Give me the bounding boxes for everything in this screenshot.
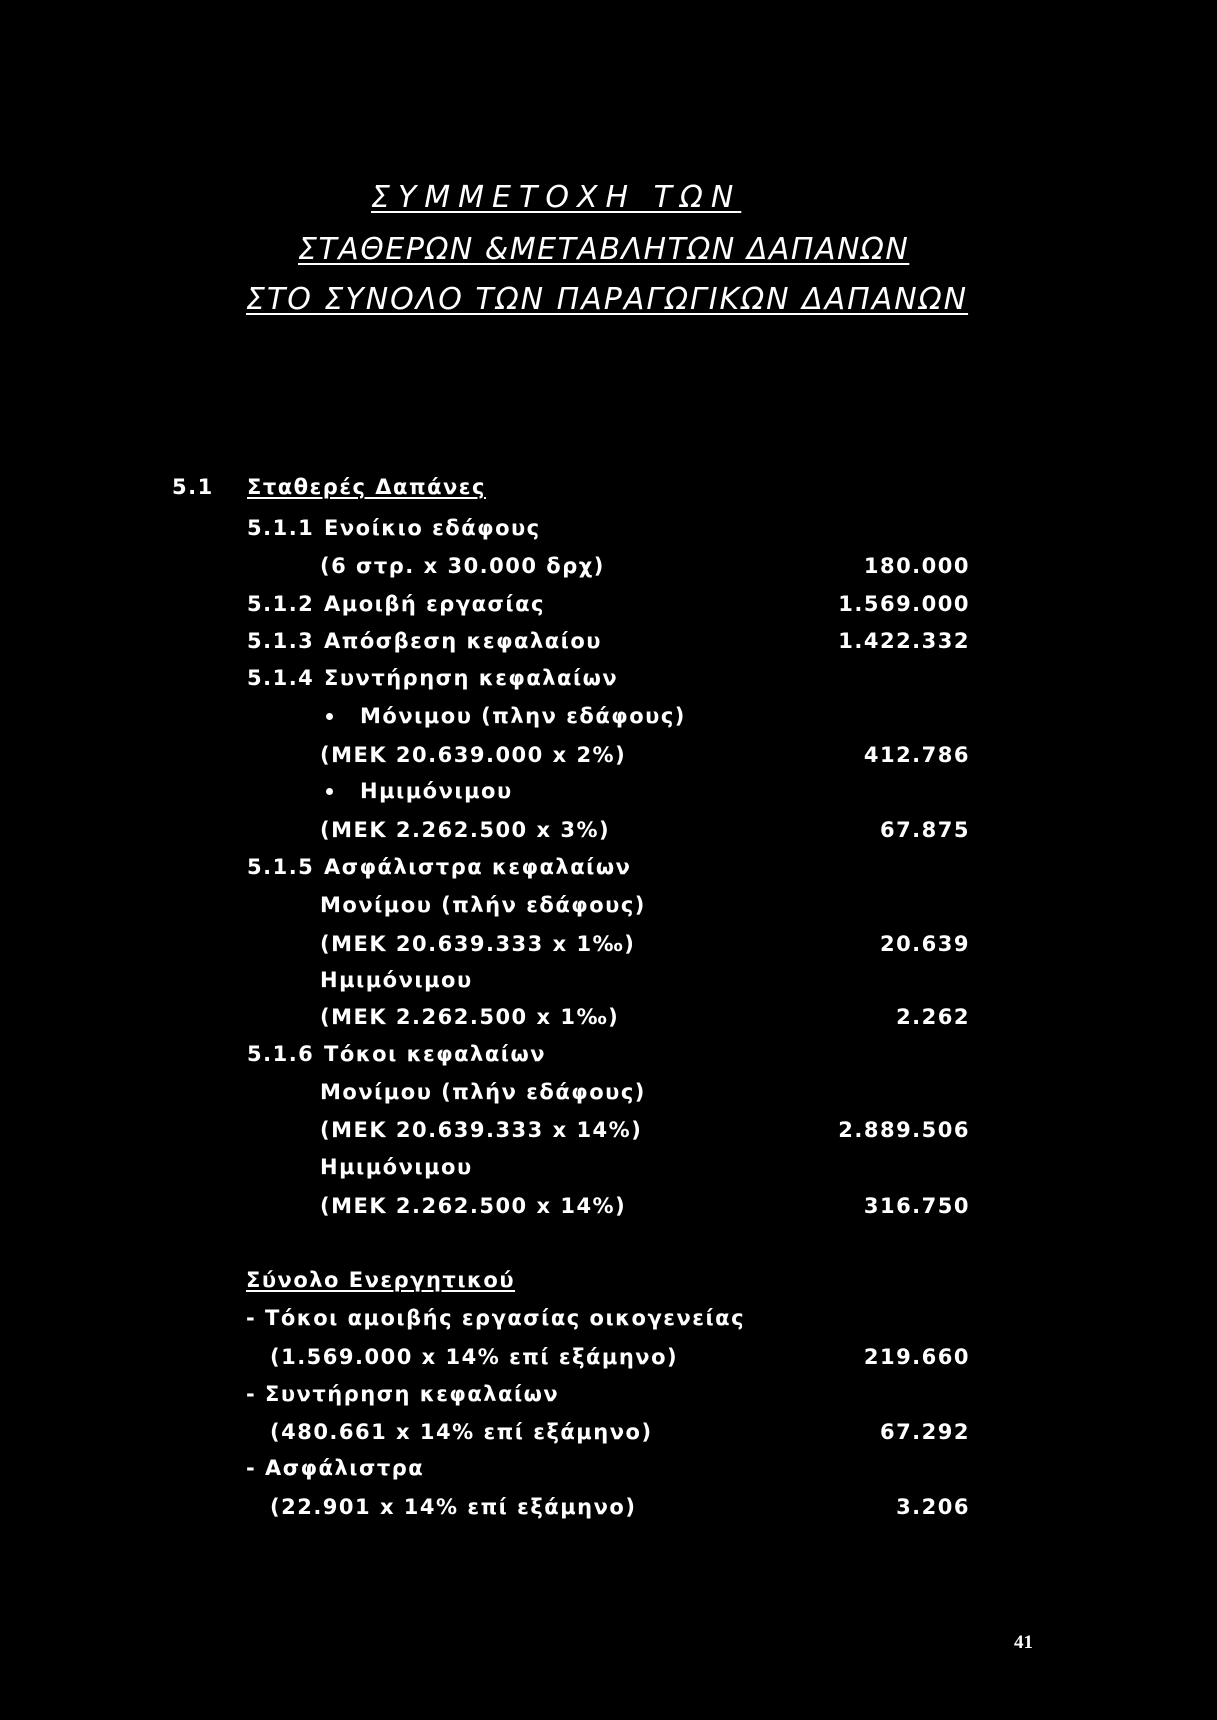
calc-text: (ΜΕΚ 2.262.500 x 3%) <box>320 818 611 842</box>
bullet-icon <box>326 713 333 720</box>
item-number: 5.1.3 <box>247 629 315 653</box>
amount-value: 20.639 <box>879 932 970 956</box>
sub-item-row <box>0 703 1217 729</box>
total-item-label: - Ασφάλιστρα <box>246 1456 425 1480</box>
amount-value: 1.569.000 <box>838 592 970 616</box>
total-item-label: - Τόκοι αμοιβής εργασίας οικογενείας <box>246 1306 746 1330</box>
section-heading-row <box>0 474 1217 500</box>
item-number: 5.1.4 <box>247 666 315 690</box>
item-row <box>0 628 1217 654</box>
calc-text: (ΜΕΚ 20.639.333 x 1‰) <box>320 932 636 956</box>
sub-item-row <box>0 967 1217 993</box>
calc-row <box>0 1004 1217 1030</box>
section-heading: Σταθερές Δαπάνες <box>247 475 486 499</box>
total-item-label: - Συντήρηση κεφαλαίων <box>246 1382 560 1406</box>
item-label: Ασφάλιστρα κεφαλαίων <box>324 855 632 879</box>
bullet-icon <box>326 788 333 795</box>
title-line-1: ΣΥΜΜΕΤΟΧΗ ΤΩΝ <box>371 180 742 215</box>
title-line-3: ΣΤΟ ΣΥΝΟΛΟ ΤΩΝ ΠΑΡΑΓΩΓΙΚΩΝ ΔΑΠΑΝΩΝ <box>246 282 969 317</box>
calc-row <box>0 1117 1217 1143</box>
total-item-row <box>0 1381 1217 1407</box>
amount-value: 412.786 <box>863 743 970 767</box>
sub-item-label: Μόνιμου (πλην εδάφους) <box>360 704 686 728</box>
amount-value: 2.262 <box>896 1005 970 1029</box>
calc-text: (ΜΕΚ 2.262.500 x 14%) <box>320 1194 627 1218</box>
total-assets-heading: Σύνολο Ενεργητικού <box>246 1268 516 1292</box>
page-number: 41 <box>1014 1632 1033 1653</box>
item-label: Τόκοι κεφαλαίων <box>324 1042 547 1066</box>
calc-row <box>0 1494 1217 1520</box>
item-row <box>0 1041 1217 1067</box>
calc-text: (6 στρ. x 30.000 δρχ) <box>320 554 605 578</box>
section-number: 5.1 <box>172 475 214 499</box>
amount-value: 67.292 <box>879 1420 970 1444</box>
amount-value: 316.750 <box>863 1194 970 1218</box>
calc-row <box>0 817 1217 843</box>
sub-item-label: Ημιμόνιμου <box>320 968 473 992</box>
total-assets-heading-row <box>0 1267 1217 1293</box>
sub-item-label: Ημιμόνιμου <box>320 1155 473 1179</box>
item-row <box>0 854 1217 880</box>
calc-row <box>0 553 1217 579</box>
calc-row <box>0 1419 1217 1445</box>
item-label: Ενοίκιο εδάφους <box>324 516 541 540</box>
sub-item-label: Μονίμου (πλήν εδάφους) <box>320 1080 646 1104</box>
item-row <box>0 515 1217 541</box>
amount-value: 2.889.506 <box>838 1118 970 1142</box>
item-number: 5.1.1 <box>247 516 315 540</box>
total-item-row <box>0 1305 1217 1331</box>
calc-text: (ΜΕΚ 20.639.333 x 14%) <box>320 1118 643 1142</box>
item-number: 5.1.2 <box>247 592 315 616</box>
calc-text: (ΜΕΚ 2.262.500 x 1‰) <box>320 1005 620 1029</box>
sub-item-label: Μονίμου (πλήν εδάφους) <box>320 893 646 917</box>
item-row <box>0 591 1217 617</box>
item-number: 5.1.6 <box>247 1042 315 1066</box>
calc-text: (ΜΕΚ 20.639.000 x 2%) <box>320 743 627 767</box>
sub-item-label: Ημιμόνιμου <box>360 779 513 803</box>
calc-row <box>0 931 1217 957</box>
calc-text: (22.901 x 14% επί εξάμηνο) <box>270 1495 637 1519</box>
amount-value: 67.875 <box>879 818 970 842</box>
calc-text: (480.661 x 14% επί εξάμηνο) <box>270 1420 653 1444</box>
sub-item-row <box>0 1079 1217 1105</box>
item-row <box>0 665 1217 691</box>
item-label: Συντήρηση κεφαλαίων <box>324 666 619 690</box>
item-number: 5.1.5 <box>247 855 315 879</box>
calc-text: (1.569.000 x 14% επί εξάμηνο) <box>270 1345 679 1369</box>
item-label: Αμοιβή εργασίας <box>324 592 545 616</box>
sub-item-row <box>0 892 1217 918</box>
total-item-row <box>0 1455 1217 1481</box>
item-label: Απόσβεση κεφαλαίου <box>324 629 602 653</box>
title-line-2: ΣΤΑΘΕΡΩΝ &ΜΕΤΑΒΛΗΤΩΝ ΔΑΠΑΝΩΝ <box>298 232 910 267</box>
calc-row <box>0 742 1217 768</box>
calc-row <box>0 1344 1217 1370</box>
sub-item-row <box>0 1154 1217 1180</box>
amount-value: 180.000 <box>863 554 970 578</box>
calc-row <box>0 1193 1217 1219</box>
amount-value: 3.206 <box>896 1495 970 1519</box>
sub-item-row <box>0 778 1217 804</box>
amount-value: 1.422.332 <box>838 629 970 653</box>
amount-value: 219.660 <box>863 1345 970 1369</box>
